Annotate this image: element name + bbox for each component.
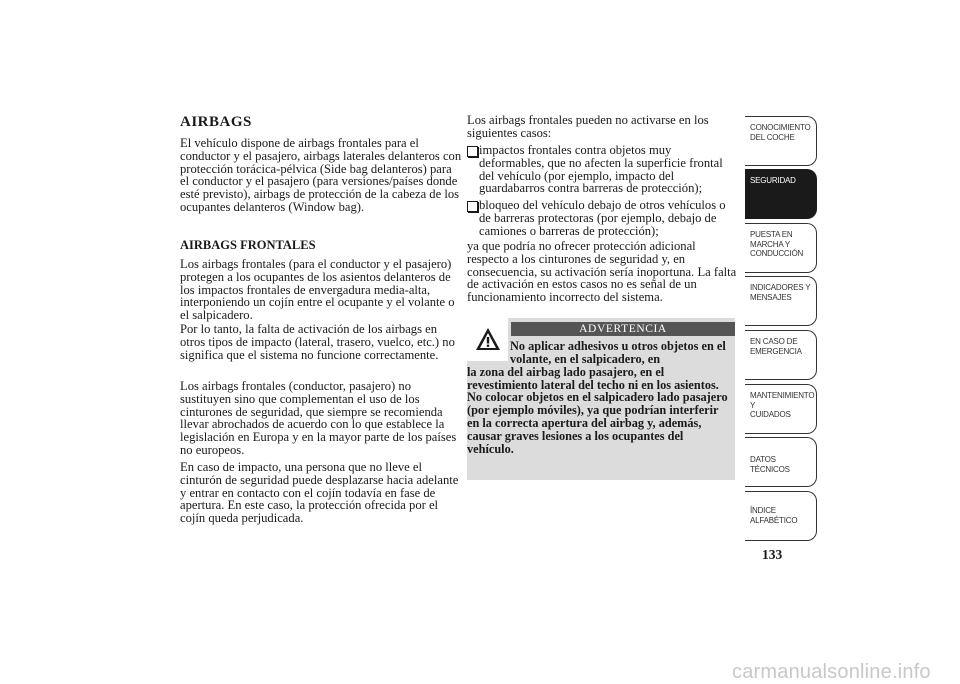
checkbox-bullet-icon — [467, 201, 478, 212]
tab-conocimiento-del-coche[interactable]: CONOCIMIENTO DEL COCHE — [745, 116, 817, 166]
tab-indice-alfabetico[interactable]: ÍNDICE ALFABÉTICO — [745, 491, 817, 541]
left-intro-paragraph: El vehículo dispone de airbags frontales para el conductor y el pasajero, airbags laterales delanteros con protección torácica-pélvica (Side bag delanteros) para el conductor y el pasajero (para versiones/países donde esté previsto), airbags de protección de la cabeza de los ocupantes delanteros (Window bag). — [180, 136, 462, 214]
warning-text-first: No aplicar adhesivos u otros objetos en el volante, en el salpicadero, en — [510, 339, 726, 366]
list-item — [467, 199, 739, 239]
list-item-text: bloqueo del vehículo debajo de otros vehículos o de barreras protectoras (por ejemplo, debajo de camiones o barreras de protección); — [479, 198, 726, 238]
list-item — [467, 144, 739, 196]
warning-text-rest: la zona del airbag lado pasajero, en el revestimiento lateral del techo ni en los asientos. No colocar objetos en el salpicadero lado pasajero (por ejemplo móviles), ya que podrían interferir en la correcta apertura del airbag y, además, causar graves lesiones a los ocupantes del vehículo. — [467, 364, 728, 456]
left-paragraph-3: Los airbags frontales (conductor, pasajero) no sustituyen sino que complementan el uso de los cinturones de seguridad, que siempre se recomienda llevar abrochados de acuerdo con lo que establece la legislación en Europa y en la mayor parte de los países no europeos. — [180, 379, 457, 457]
section-title: AIRBAGS — [180, 114, 252, 130]
tab-indicadores-y-mensajes[interactable]: INDICADORES Y MENSAJES — [745, 276, 817, 326]
right-intro-paragraph: Los airbags frontales pueden no activarse en los siguientes casos: — [467, 113, 709, 140]
tab-datos-tecnicos[interactable]: DATOS TÉCNICOS — [745, 437, 817, 487]
tab-en-caso-de-emergencia[interactable]: EN CASO DE EMERGENCIA — [745, 330, 817, 380]
watermark: carmanualsonline.info — [732, 661, 931, 683]
tab-puesta-en-marcha[interactable]: PUESTA EN MARCHA Y CONDUCCIÓN — [745, 223, 817, 273]
left-paragraph-4: En caso de impacto, una persona que no lleve el cinturón de seguridad puede desplazarse hacia adelante y entrar en contacto con el cojín todavía en fase de apertura. En este caso, la protección ofrecida por el cojín queda perjudicada. — [180, 460, 459, 526]
right-closing-paragraph: ya que podría no ofrecer protección adicional respecto a los cinturones de seguridad y, en consecuencia, su activación sería inoportuna. La falta de activación en estos casos no es señal de un funcionamiento incorrecto del sistema. — [467, 239, 737, 305]
list-item-text: impactos frontales contra objetos muy deformables, que no afecten la superficie frontal del vehículo (por ejemplo, impacto del guardabarros contra barreras de protección); — [479, 143, 723, 196]
tab-mantenimiento-y-cuidados[interactable]: MANTENIMIENTO Y CUIDADOS — [745, 384, 817, 434]
tab-seguridad[interactable]: SEGURIDAD — [745, 169, 817, 219]
left-paragraph-1: Los airbags frontales (para el conductor y el pasajero) protegen a los ocupantes de los asientos delanteros de los impactos frontales de envergadura media-alta, interponiendo un cojín entre el ocupante y el volante o el salpicadero. — [180, 257, 455, 323]
warning-title: ADVERTENCIA — [511, 322, 735, 336]
page-number: 133 — [762, 547, 783, 562]
subheading-airbags-frontales: AIRBAGS FRONTALES — [180, 238, 316, 252]
warning-text — [467, 340, 729, 456]
warning-box — [467, 318, 735, 480]
checkbox-bullet-icon — [467, 146, 478, 157]
left-paragraph-2: Por lo tanto, la falta de activación de los airbags en otros tipos de impacto (lateral, trasero, vuelco, etc.) no significa que el sistema no funcione correctamente. — [180, 322, 455, 362]
